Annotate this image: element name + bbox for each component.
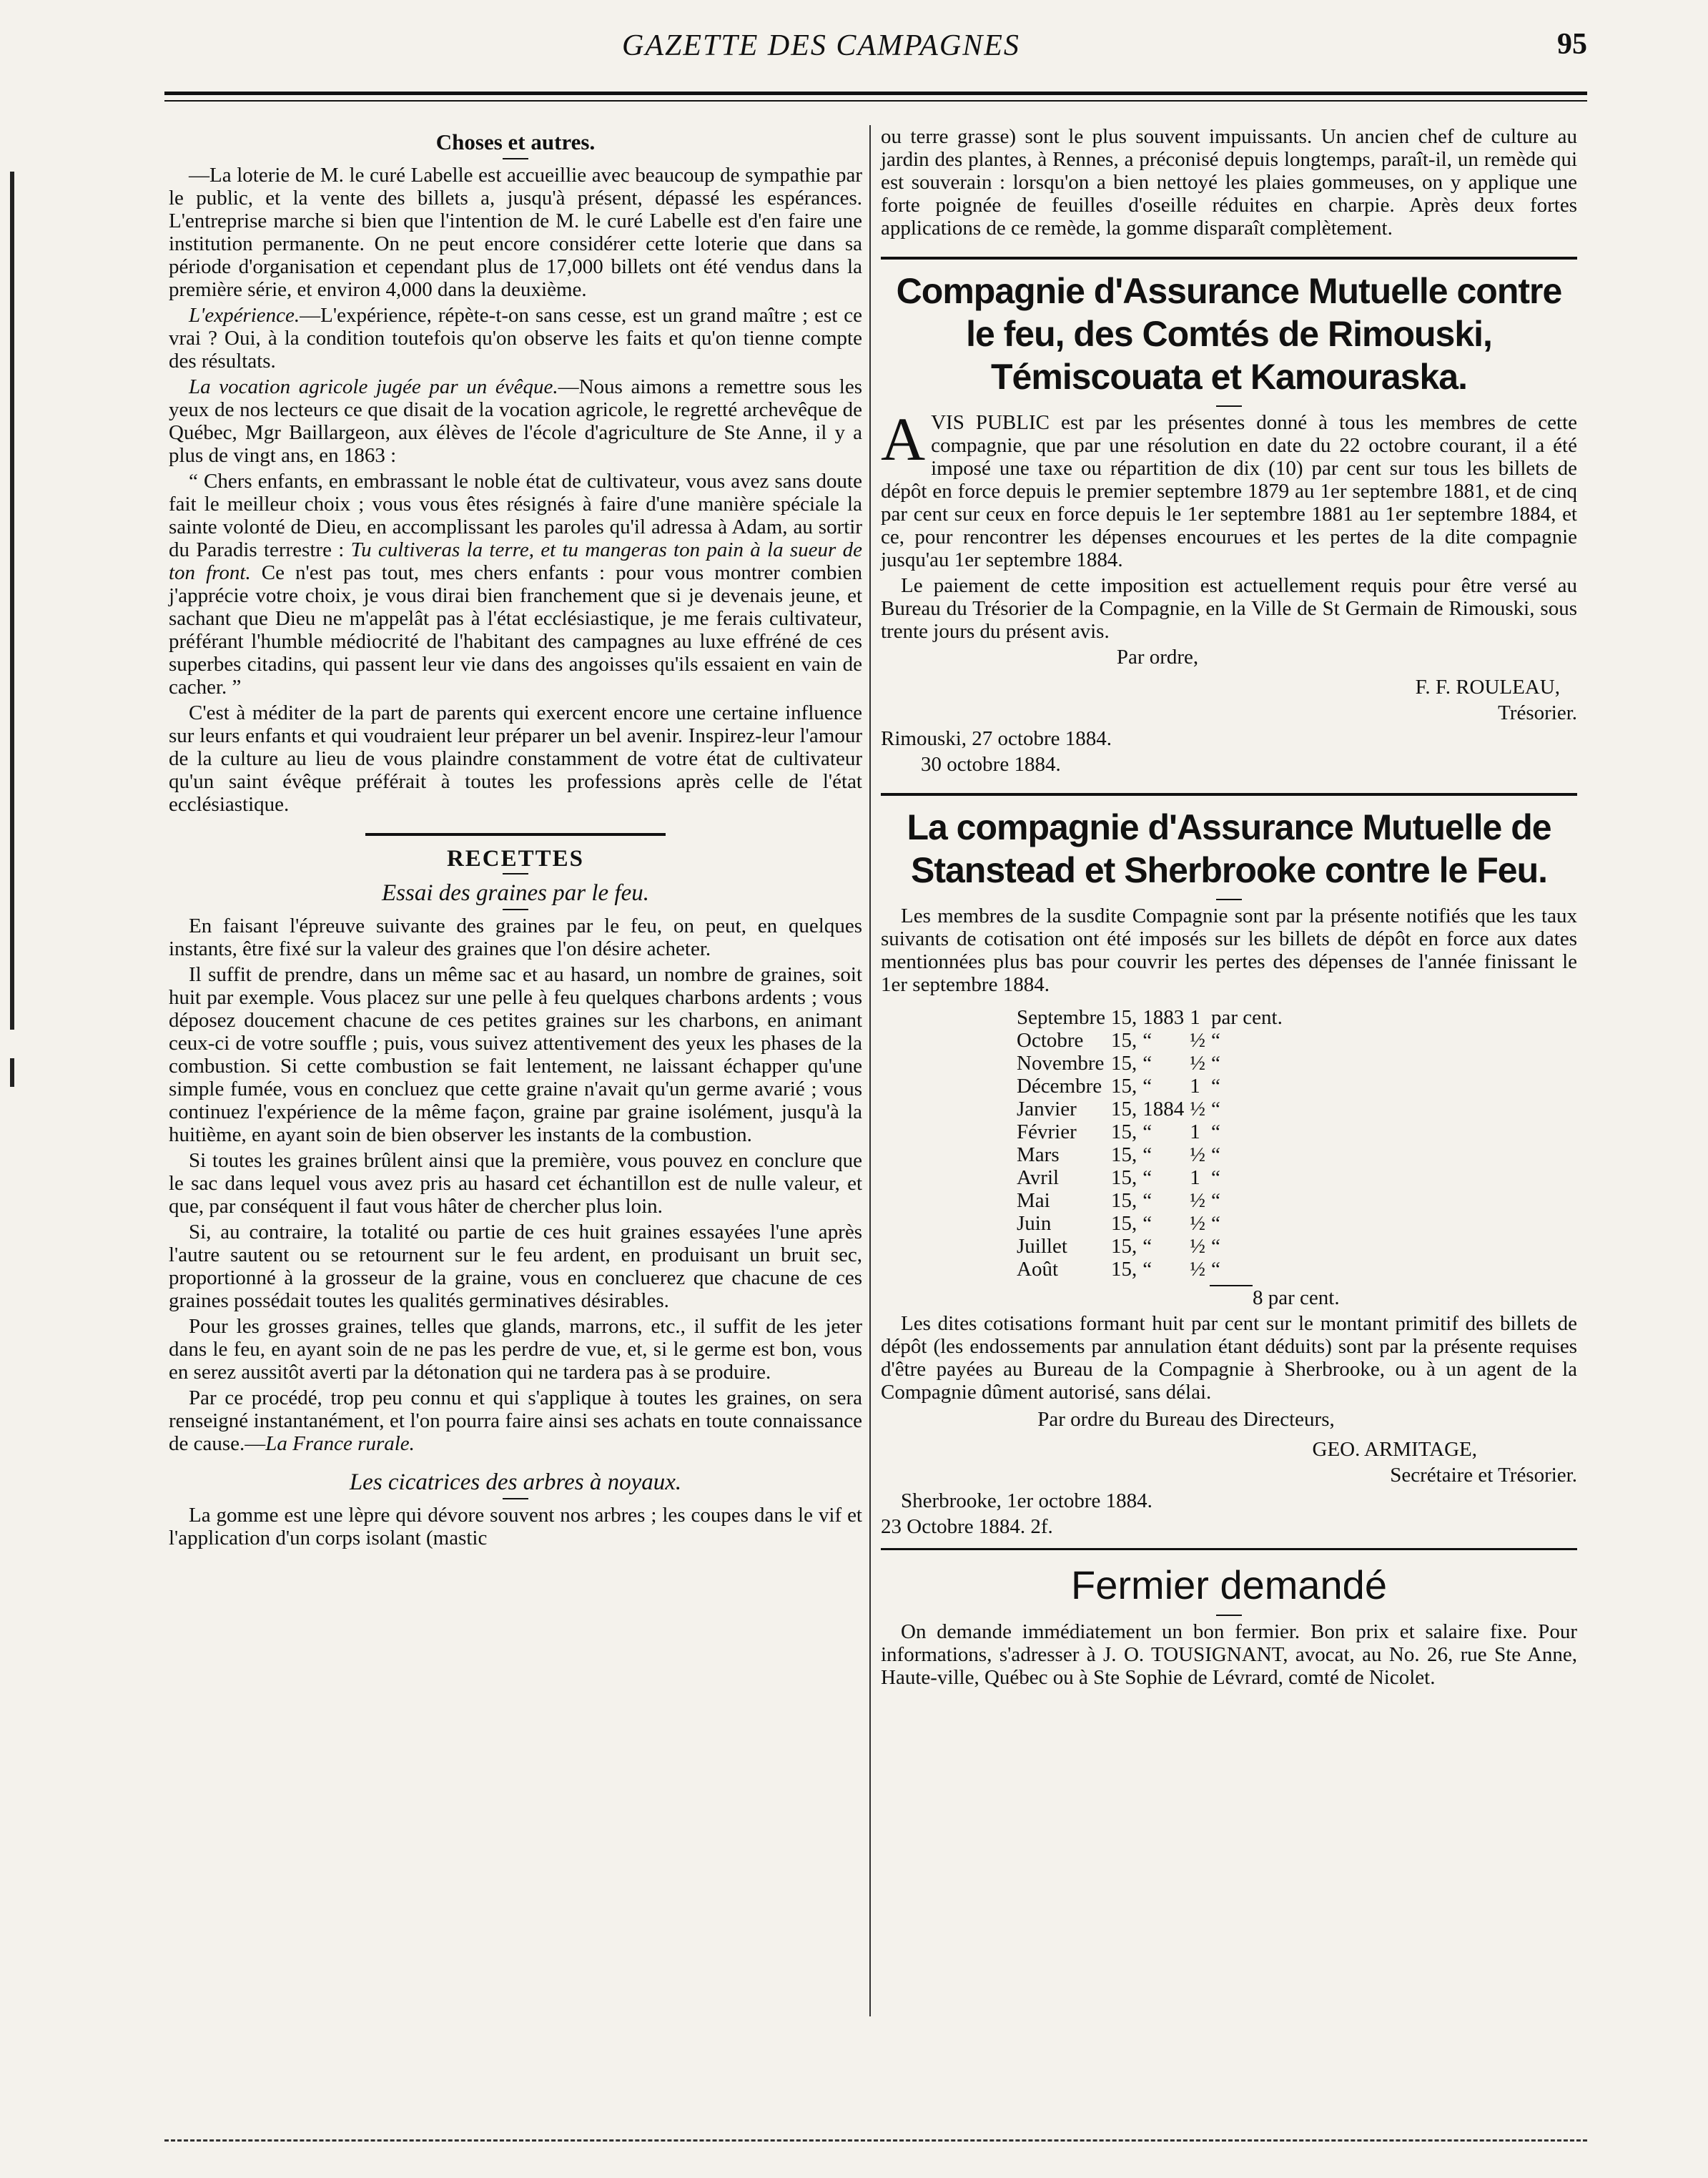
section-rule bbox=[881, 1548, 1577, 1550]
rate-year: “ bbox=[1142, 1052, 1152, 1075]
rate-rate: ½ bbox=[1190, 1052, 1206, 1075]
rate-month: Mars bbox=[1017, 1143, 1060, 1166]
paragraph-text: —L'expérience, répète-t-on sans cesse, est un grand maître ; est ce vrai ? Oui, à la condition toutefois qu'on observe les faits et qu'on tienne compte des résultats. bbox=[169, 304, 862, 373]
rate-rate: 1 bbox=[1190, 1006, 1200, 1029]
rate-unit: “ bbox=[1211, 1189, 1220, 1212]
rate-day: 15, bbox=[1111, 1166, 1137, 1189]
paragraph: ou terre grasse) sont le plus souvent impuissants. Un ancien chef de culture au jardin des plantes, à Rennes, a préconisé depuis longtemps, paraît-il, un remède qui est souverain : lorsqu'on a bien nettoyé les plaies gommeuses, on y applique une forte poignée de feuilles d'oseille réduites en charpie. Après deux fortes applications de ce remède, la gomme disparaît complètement. bbox=[881, 125, 1577, 240]
dateline: Sherbrooke, 1er octobre 1884. bbox=[901, 1489, 1152, 1512]
lead-italic: La vocation agricole jugée par un évêque. bbox=[189, 375, 558, 398]
paragraph: Si, au contraire, la totalité ou partie de ces huit graines essayées l'une après l'autre sautent ou se retournent sur le feu ardent, en produisant un bruit sec, proportionné à la grosseur de la graine, vous en concluerez que chacune de ces graines possédait toutes les qualités germinatives désirables. bbox=[169, 1221, 862, 1312]
signature-title: Trésorier. bbox=[1498, 701, 1577, 724]
rate-year: “ bbox=[1142, 1075, 1152, 1098]
rate-row bbox=[1017, 1189, 1288, 1212]
column-divider bbox=[869, 125, 871, 2016]
rate-rate: 1 bbox=[1190, 1075, 1200, 1098]
page-number: 95 bbox=[1557, 28, 1587, 61]
rate-rate: ½ bbox=[1190, 1189, 1206, 1212]
paragraph bbox=[169, 304, 862, 373]
rate-month: Octobre bbox=[1017, 1029, 1084, 1052]
rate-year: “ bbox=[1142, 1166, 1152, 1189]
rate-row bbox=[1017, 1166, 1288, 1189]
footer-rule bbox=[164, 2139, 1587, 2142]
rate-day: 15, bbox=[1111, 1143, 1137, 1166]
rate-row bbox=[1017, 1075, 1288, 1098]
rate-month: Janvier bbox=[1017, 1098, 1077, 1120]
divider bbox=[503, 873, 528, 874]
masthead: GAZETTE DES CAMPAGNES bbox=[622, 29, 1020, 62]
header-rule-thin bbox=[164, 100, 1587, 102]
rate-unit: par cent. bbox=[1211, 1006, 1283, 1029]
rate-rate: ½ bbox=[1190, 1029, 1206, 1052]
rate-day: 15, bbox=[1111, 1120, 1137, 1143]
divider bbox=[1216, 405, 1242, 407]
rate-month: Août bbox=[1017, 1258, 1058, 1281]
divider bbox=[503, 909, 528, 910]
rate-row bbox=[1017, 1258, 1288, 1281]
rate-unit: “ bbox=[1211, 1029, 1220, 1052]
rate-row bbox=[1017, 1029, 1288, 1052]
paragraph: En faisant l'épreuve suivante des graines par le feu, on peut, en quelques instants, être fixé sur la valeur des graines que l'on désire acheter. bbox=[169, 915, 862, 960]
rates-body bbox=[1017, 1006, 1288, 1281]
rate-year: “ bbox=[1142, 1235, 1152, 1258]
quote-italic: Tu cultiveras la terre, et tu mangeras ton pain à la sueur de ton front. bbox=[169, 538, 862, 584]
notice-title: La compagnie d'Assurance Mutuelle de Stanstead et Sherbrooke contre le Feu. bbox=[907, 807, 1551, 890]
rate-day: 15, bbox=[1111, 1189, 1137, 1212]
total-rule bbox=[1210, 1285, 1253, 1286]
rate-rate: ½ bbox=[1190, 1143, 1206, 1166]
rate-unit: “ bbox=[1211, 1166, 1220, 1189]
rate-unit: “ bbox=[1211, 1052, 1220, 1075]
section-rule bbox=[881, 793, 1577, 796]
closing: Par ordre, bbox=[1116, 646, 1199, 669]
rate-day: 15, bbox=[1111, 1052, 1137, 1075]
divider bbox=[503, 1498, 528, 1499]
rate-day: 15, bbox=[1111, 1212, 1137, 1235]
quote-paragraph bbox=[169, 470, 862, 699]
rate-unit: “ bbox=[1211, 1143, 1220, 1166]
rate-month: Février bbox=[1017, 1120, 1077, 1143]
rate-unit: “ bbox=[1211, 1120, 1220, 1143]
rate-rate: ½ bbox=[1190, 1098, 1206, 1120]
paragraph: —La loterie de M. le curé Labelle est accueillie avec beaucoup de sympathie par le public, et la vente des billets a, jusqu'à présent, dépassé les espérances. L'entreprise marche si bien que l'intention de M. le curé Labelle est d'en faire une institution permanente. On ne peut encore considérer cette loterie que dans sa période d'organisation et cependant plus de 17,000 billets ont été vendus dans la première série, et environ 4,000 dans la deuxième. bbox=[169, 164, 862, 301]
dateline: Rimouski, 27 octobre 1884. bbox=[881, 727, 1112, 750]
divider bbox=[503, 158, 528, 159]
rate-month: Avril bbox=[1017, 1166, 1060, 1189]
divider bbox=[1216, 899, 1242, 900]
rate-year: “ bbox=[1142, 1143, 1152, 1166]
paragraph: Le paiement de cette imposition est actuellement requis pour être versé au Bureau du Trésorier de la Compagnie, en la Ville de St Germain de Rimouski, sous trente jours du présent avis. bbox=[881, 574, 1577, 643]
paragraph: Pour les grosses graines, telles que glands, marrons, etc., il suffit de les jeter dans le feu, en ayant soin de ne pas les perdre de vue, et, si le germe est bon, vous en serez aussitôt averti par la détonation qui ne tardera pas à se produire. bbox=[169, 1315, 862, 1384]
paragraph-text: Par ce procédé, trop peu connu et qui s'applique à toutes les graines, on sera renseigné instantanément, et l'on pourra faire ainsi ses achats en toute connaissance de cause.— bbox=[169, 1386, 862, 1455]
rates-total: 8 par cent. bbox=[1253, 1286, 1340, 1309]
rate-year: “ bbox=[1142, 1120, 1152, 1143]
paragraph-text: —Nous aimons a remettre sous les yeux de nos lecteurs ce que disait de la vocation agricole, le regretté archevêque de Québec, Mgr Baillargeon, aux élèves de l'école d'agriculture de Ste Anne, il y a plus de vingt ans, en 1863 : bbox=[169, 375, 862, 467]
rate-row bbox=[1017, 1143, 1288, 1166]
divider bbox=[1216, 1615, 1242, 1616]
rate-day: 15, bbox=[1111, 1258, 1137, 1281]
header-rule bbox=[164, 92, 1587, 95]
closing: Par ordre du Bureau des Directeurs, bbox=[1037, 1408, 1335, 1431]
right-column bbox=[881, 125, 1577, 1692]
rate-month: Juillet bbox=[1017, 1235, 1067, 1258]
article-title: Essai des graines par le feu. bbox=[382, 880, 649, 906]
rate-year: “ bbox=[1142, 1189, 1152, 1212]
rate-unit: “ bbox=[1211, 1075, 1220, 1098]
paragraph-text: Ce n'est pas tout, mes chers enfants : pour vous montrer combien j'apprécie votre choix, je vous dirai bien franchement que si je devenais jeune, et sachant que Dieu ne m'appelât pas à l'état ecclésiastique, je me ferais cultivateur, préférant l'humble médiocrité de l'habitant des campagnes au luxe effréné de ces superbes citadins, qui passent leur vie dans des angoisses qu'ils essaient en vain de cacher. ” bbox=[169, 561, 862, 699]
paragraph: Les membres de la susdite Compagnie sont par la présente notifiés que les taux suivants de cotisation ont été imposés sur les billets de dépôt en force aux dates mentionnées plus bas pour couvrir les pertes des dépenses de l'année finissant le 1er septembre 1884. bbox=[881, 905, 1577, 996]
rate-day: 15, bbox=[1111, 1029, 1137, 1052]
paragraph: On demande immédiatement un bon fermier. Bon prix et salaire fixe. Pour informations, s'adresser à J. O. TOUSIGNANT, avocat, au No. 26, rue Ste Anne, Haute-ville, Québec ou à Ste Sophie de Lévrard, comté de Nicolet. bbox=[881, 1620, 1577, 1689]
notice-paragraph bbox=[881, 405, 1577, 571]
source-credit: La France rurale. bbox=[265, 1432, 415, 1455]
rate-row bbox=[1017, 1212, 1288, 1235]
paragraph: Il suffit de prendre, dans un même sac et au hasard, un nombre de graines, soit huit par exemple. Vous placez sur une pelle à feu quelques charbons ardents ; vous déposez doucement chacune de ces petites graines sur les charbons, en animant ceux-ci de votre souffle ; puis, vous suivez attentivement des yeux les phases de la combustion. Si cette combustion se fait lentement, ne laissant échapper qu'une simple fumée, vous en concluez que cette graine n'avait qu'un germe avarié ; vous continuez l'expérience de la même façon, graine par graine isolément, jusqu'à la huitième, en ayant soin de bien observer les instants de la combustion. bbox=[169, 963, 862, 1146]
rate-day: 15, bbox=[1111, 1075, 1137, 1098]
dateline: 23 Octobre 1884. 2f. bbox=[881, 1515, 1053, 1538]
signature-name: GEO. ARMITAGE, bbox=[1312, 1438, 1477, 1461]
rate-year: 1884 bbox=[1142, 1098, 1185, 1120]
paragraph: Les dites cotisations formant huit par cent sur le montant primitif des billets de dépôt (les endossements par annulation étant déduits) sont par la présente requises d'être payées au Bureau de la Compagnie à Sherbrooke, ou à un agent de la Compagnie dûment autorisé, sans délai. bbox=[881, 1312, 1577, 1404]
rate-day: 15, bbox=[1111, 1235, 1137, 1258]
rate-row bbox=[1017, 1052, 1288, 1075]
paragraph: C'est à méditer de la part de parents qui exercent encore une certaine influence sur leurs enfants et qui voudraient leur préparer un bel avenir. Inspirez-leur l'amour de la culture au lieu de vous plaindre constamment de votre état de cultivateur qu'un saint évêque préférait à toutes les professions après celle de l'état ecclésiastique. bbox=[169, 701, 862, 816]
rate-day: 15, bbox=[1111, 1098, 1137, 1120]
paragraph bbox=[169, 1386, 862, 1455]
paragraph-text: VIS PUBLIC est par les présentes donné à tous les membres de cette compagnie, que par une résolution en date du 22 octobre courant, il a été imposé une taxe ou répartition de dix (10) par cent sur tous les billets de dépôt en force depuis le premier septembre 1879 au 1er septembre 1881, et de cinq par cent sur ceux en force depuis le 1er septembre 1881 au 1er septembre 1884, et ce, pour rencontrer les dépenses encourues et les pertes de la dite compagnie jusqu'au 1er septembre 1884. bbox=[881, 411, 1577, 571]
rate-year: “ bbox=[1142, 1258, 1152, 1281]
signature-title: Secrétaire et Trésorier. bbox=[1390, 1464, 1577, 1487]
rate-unit: “ bbox=[1211, 1235, 1220, 1258]
section-rule bbox=[881, 257, 1577, 260]
rates-table bbox=[1017, 1006, 1288, 1281]
left-column bbox=[169, 125, 862, 1552]
notice-title: Compagnie d'Assurance Mutuelle contre le feu, des Comtés de Rimouski, Témiscouata et Kamouraska. bbox=[896, 271, 1562, 397]
rate-month: Mai bbox=[1017, 1189, 1050, 1212]
rate-month: Novembre bbox=[1017, 1052, 1105, 1075]
article-title: Les cicatrices des arbres à noyaux. bbox=[349, 1469, 682, 1495]
paragraph-text: “ Chers enfants, en embrassant le noble état de cultivateur, vous avez sans doute fait le meilleur choix ; vous vous êtes résignés à faire d'une manière spéciale la sainte volonté de Dieu, en accomplissant les paroles qu'il adressa à Adam, au sortir du Paradis terrestre : bbox=[169, 470, 862, 561]
section-separator bbox=[365, 833, 666, 836]
margin-binding-mark bbox=[10, 1058, 14, 1087]
rate-rate: ½ bbox=[1190, 1258, 1206, 1281]
rate-month: Décembre bbox=[1017, 1075, 1102, 1098]
rate-row bbox=[1017, 1235, 1288, 1258]
rate-month: Septembre bbox=[1017, 1006, 1106, 1029]
rate-year: “ bbox=[1142, 1029, 1152, 1052]
section-title: Choses et autres. bbox=[435, 129, 596, 154]
page-header bbox=[164, 21, 1587, 64]
signature-name: F. F. ROULEAU, bbox=[1415, 676, 1560, 699]
lead-italic: L'expérience. bbox=[189, 304, 300, 327]
rate-row bbox=[1017, 1120, 1288, 1143]
paragraph: Si toutes les graines brûlent ainsi que la première, vous pouvez en conclure que le sac dans lequel vous avez pris au hasard cet échantillon est de nulle valeur, et que, par conséquent il faut vous hâter de chercher plus loin. bbox=[169, 1149, 862, 1218]
rate-unit: “ bbox=[1211, 1098, 1220, 1120]
rate-month: Juin bbox=[1017, 1212, 1052, 1235]
dateline: 30 octobre 1884. bbox=[921, 753, 1061, 776]
rate-unit: “ bbox=[1211, 1258, 1220, 1281]
rate-unit: “ bbox=[1211, 1212, 1220, 1235]
rate-rate: ½ bbox=[1190, 1235, 1206, 1258]
rate-year: 1883 bbox=[1142, 1006, 1185, 1029]
rate-rate: 1 bbox=[1190, 1120, 1200, 1143]
paragraph: La gomme est une lèpre qui dévore souvent nos arbres ; les coupes dans le vif et l'application d'un corps isolant (mastic bbox=[169, 1504, 862, 1549]
margin-binding-mark bbox=[10, 172, 14, 1030]
ad-title: Fermier demandé bbox=[1071, 1562, 1387, 1607]
rate-rate: ½ bbox=[1190, 1212, 1206, 1235]
rate-year: “ bbox=[1142, 1212, 1152, 1235]
rate-row bbox=[1017, 1098, 1288, 1120]
paragraph bbox=[169, 375, 862, 467]
rate-row bbox=[1017, 1006, 1288, 1029]
drop-cap: A bbox=[881, 405, 926, 473]
rate-day: 15, bbox=[1111, 1006, 1137, 1029]
rate-rate: 1 bbox=[1190, 1166, 1200, 1189]
section-title: RECETTES bbox=[446, 846, 585, 872]
